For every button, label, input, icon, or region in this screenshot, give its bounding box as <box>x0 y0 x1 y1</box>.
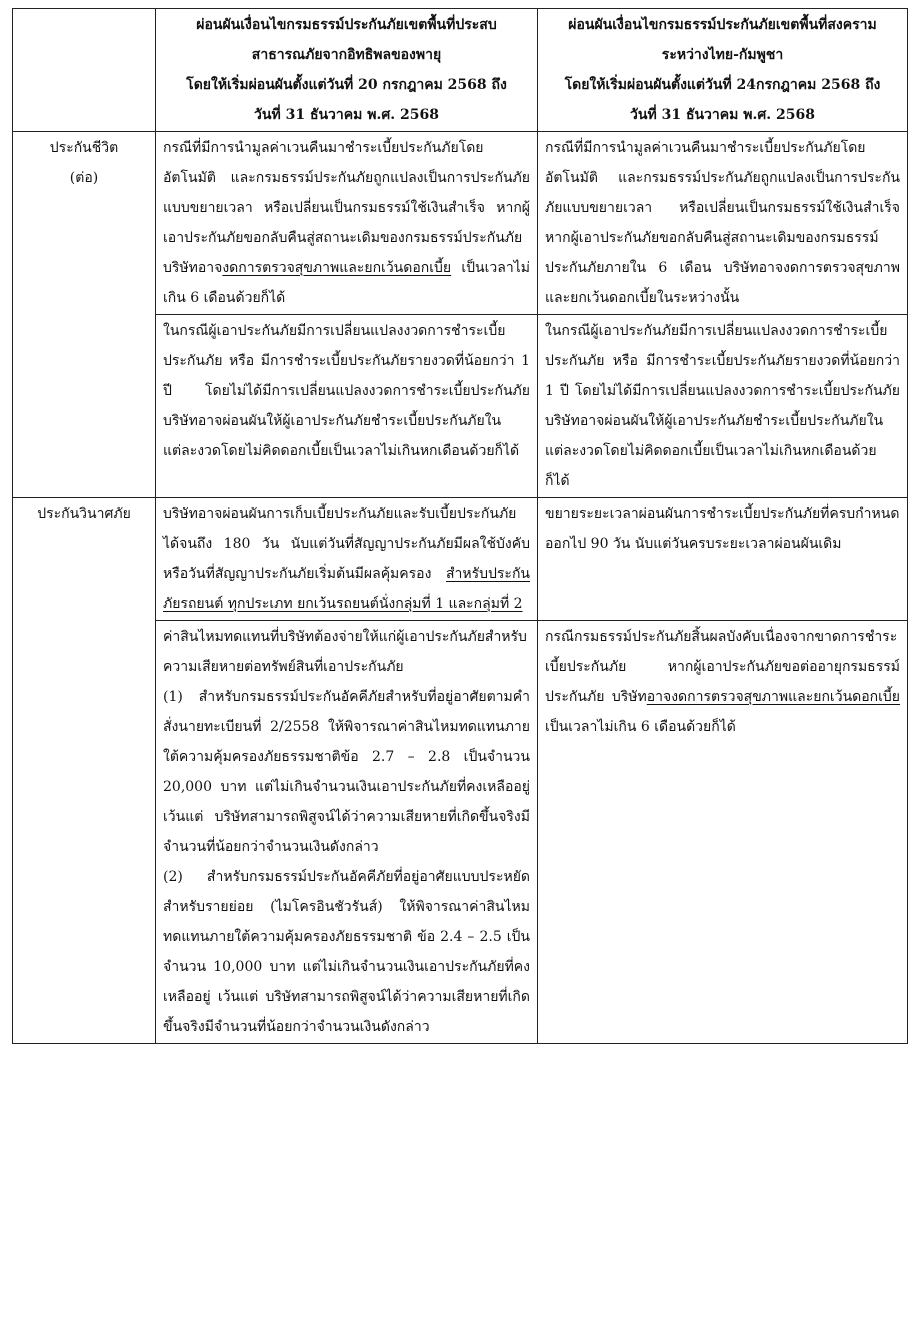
nonlife-row1-war-cell <box>538 498 908 621</box>
table-row <box>13 498 908 621</box>
life-row2-storm-cell <box>156 315 538 498</box>
underlined-text: สำหรับประกันภัยรถยนต์ ทุกประเภท ยกเว้นรถยนต์นั่งกลุ่มที่ 1 และกลุ่มที่ 2 <box>163 566 530 612</box>
cell-text: ในกรณีผู้เอาประกันภัยมีการเปลี่ยนแปลงงวดการชำระเบี้ยประกันภัย หรือ มีการชำระเบี้ยประกันภัยรายงวดที่น้อยกว่า 1 ปี โดยไม่ได้มีการเปลี่ยนแปลงงวดการชำระเบี้ยประกันภัย บริษัทอาจผ่อนผันให้ผู้เอาประกันภัยชำระเบี้ยประกันภัยในแต่ละงวดโดยไม่คิดดอกเบี้ยเป็นเวลาไม่เกินหกเดือนด้วยก็ได้ <box>163 323 530 459</box>
underlined-text: อาจงดการตรวจสุขภาพและยกเว้นดอกเบี้ย <box>646 689 900 705</box>
cell-text: กรณีที่มีการนำมูลค่าเวนคืนมาชำระเบี้ยประกันภัยโดยอัตโนมัติ และกรมธรรม์ประกันภัยถูกแปลงเป็นการประกันภัยแบบขยายเวลา หรือเปลี่ยนเป็นกรมธรรม์ใช้เงินสำเร็จ หากผู้เอาประกันภัยขอกลับคืนสู่สถานะเดิมของกรมธรรม์ประกันภัย บริษัทอาจ <box>163 140 530 276</box>
cell-text-tail: เป็นเวลาไม่เกิน 6 เดือนด้วยก็ได้ <box>545 719 736 735</box>
category-label: ประกันวินาศภัย <box>37 506 131 522</box>
cell-text: ขยายระยะเวลาผ่อนผันการชำระเบี้ยประกันภัยที่ครบกำหนดออกไป 90 วัน นับแต่วันครบระยะเวลาผ่อนผันเดิม <box>545 506 900 552</box>
cell-text: กรณีกรมธรรม์ประกันภัยสิ้นผลบังคับเนื่องจากขาดการชำระเบี้ยประกันภัย หากผู้เอาประกันภัยขอต่ออายุกรมธรรม์ประกันภัย บริษัท <box>545 629 900 705</box>
header-storm-area <box>156 9 538 132</box>
header-storm-line: วันที่ 31 ธันวาคม พ.ศ. 2568 <box>254 107 439 123</box>
life-row1-war-cell <box>538 132 908 315</box>
cell-text-tail: เป็นเวลาไม่เกิน 6 เดือนด้วยก็ได้ <box>163 260 530 306</box>
header-blank-cell <box>13 9 156 132</box>
life-row2-war-cell <box>538 315 908 498</box>
nonlife-row2-war-cell <box>538 621 908 1044</box>
category-label-cont: (ต่อ) <box>69 170 99 186</box>
header-war-line: ระหว่างไทย-กัมพูชา <box>661 47 784 63</box>
header-war-line: โดยให้เริ่มผ่อนผันตั้งแต่วันที่ 24กรกฎาคม 2568 ถึง <box>564 77 881 93</box>
category-nonlife-insurance <box>13 498 156 1044</box>
cell-text: บริษัทอาจผ่อนผันการเก็บเบี้ยประกันภัยและรับเบี้ยประกันภัยได้จนถึง 180 วัน นับแต่วันที่สัญญาประกันภัยมีผลใช้บังคับ หรือวันที่สัญญาประกันภัยเริ่มต้นมีผลคุ้มครอง <box>163 506 530 582</box>
life-row1-storm-cell <box>156 132 538 315</box>
header-war-area <box>538 9 908 132</box>
cell-item-1: (1) สำหรับกรมธรรม์ประกันอัคคีภัยสำหรับที่อยู่อาศัยตามคำสั่งนายทะเบียนที่ 2/2558 ให้พิจารณาค่าสินไหมทดแทนภายใต้ความคุ้มครองภัยธรรมชาติข้อ 2.7 – 2.8 เป็นจำนวน 20,000 บาท แต่ไม่เกินจำนวนเงินเอาประกันภัยที่คงเหลืออยู่ เว้นแต่ บริษัทสามารถพิสูจน์ได้ว่าความเสียหายที่เกิดขึ้นจริงมีจำนวนที่น้อยกว่าจำนวนเงินดังกล่าว <box>163 689 530 855</box>
category-label: ประกันชีวิต <box>49 140 119 156</box>
table-header-row <box>13 9 908 132</box>
header-storm-line: โดยให้เริ่มผ่อนผันตั้งแต่วันที่ 20 กรกฎาคม 2568 ถึง <box>186 77 507 93</box>
header-storm-line: ผ่อนผันเงื่อนไขกรมธรรม์ประกันภัยเขตพื้นที่ประสบ <box>196 17 497 33</box>
header-war-line: วันที่ 31 ธันวาคม พ.ศ. 2568 <box>630 107 815 123</box>
cell-intro: ค่าสินไหมทดแทนที่บริษัทต้องจ่ายให้แก่ผู้เอาประกันภัยสำหรับความเสียหายต่อทรัพย์สินที่เอาประกันภัย <box>163 629 527 675</box>
underlined-text: งดการตรวจสุขภาพและยกเว้นดอกเบี้ย <box>222 260 452 276</box>
cell-text: ในกรณีผู้เอาประกันภัยมีการเปลี่ยนแปลงงวดการชำระเบี้ยประกันภัย หรือ มีการชำระเบี้ยประกันภัยรายงวดที่น้อยกว่า 1 ปี โดยไม่ได้มีการเปลี่ยนแปลงงวดการชำระเบี้ยประกันภัย บริษัทอาจผ่อนผันให้ผู้เอาประกันภัยชำระเบี้ยประกันภัยในแต่ละงวดโดยไม่คิดดอกเบี้ยเป็นเวลาไม่เกินหกเดือนด้วยก็ได้ <box>545 323 900 489</box>
nonlife-row2-storm-cell <box>156 621 538 1044</box>
header-storm-line: สาธารณภัยจากอิทธิพลของพายุ <box>251 47 442 63</box>
table-row <box>13 132 908 315</box>
header-war-line: ผ่อนผันเงื่อนไขกรมธรรม์ประกันภัยเขตพื้นที่สงคราม <box>568 17 877 33</box>
cell-item-2: (2) สำหรับกรมธรรม์ประกันอัคคีภัยที่อยู่อาศัยแบบประหยัดสำหรับรายย่อย (ไมโครอินชัวรันส์) ให้พิจารณาค่าสินไหมทดแทนภายใต้ความคุ้มครองภัยธรรมชาติ ข้อ 2.4 – 2.5 เป็นจำนวน 10,000 บาท แต่ไม่เกินจำนวนเงินเอาประกันภัยที่คงเหลืออยู่ เว้นแต่ บริษัทสามารถพิสูจน์ได้ว่าความเสียหายที่เกิดขึ้นจริงมีจำนวนที่น้อยกว่าจำนวนเงินดังกล่าว <box>163 869 530 1035</box>
cell-text: กรณีที่มีการนำมูลค่าเวนคืนมาชำระเบี้ยประกันภัยโดยอัตโนมัติ และกรมธรรม์ประกันภัยถูกแปลงเป็นการประกันภัยแบบขยายเวลา หรือเปลี่ยนเป็นกรมธรรม์ใช้เงินสำเร็จ หากผู้เอาประกันภัยขอกลับคืนสู่สถานะเดิมของกรมธรรม์ประกันภัยภายใน 6 เดือน บริษัทอาจงดการตรวจสุขภาพและยกเว้นดอกเบี้ยในระหว่างนั้น <box>545 140 900 306</box>
nonlife-row1-storm-cell <box>156 498 538 621</box>
category-life-insurance <box>13 132 156 498</box>
comparison-table <box>12 8 908 1044</box>
